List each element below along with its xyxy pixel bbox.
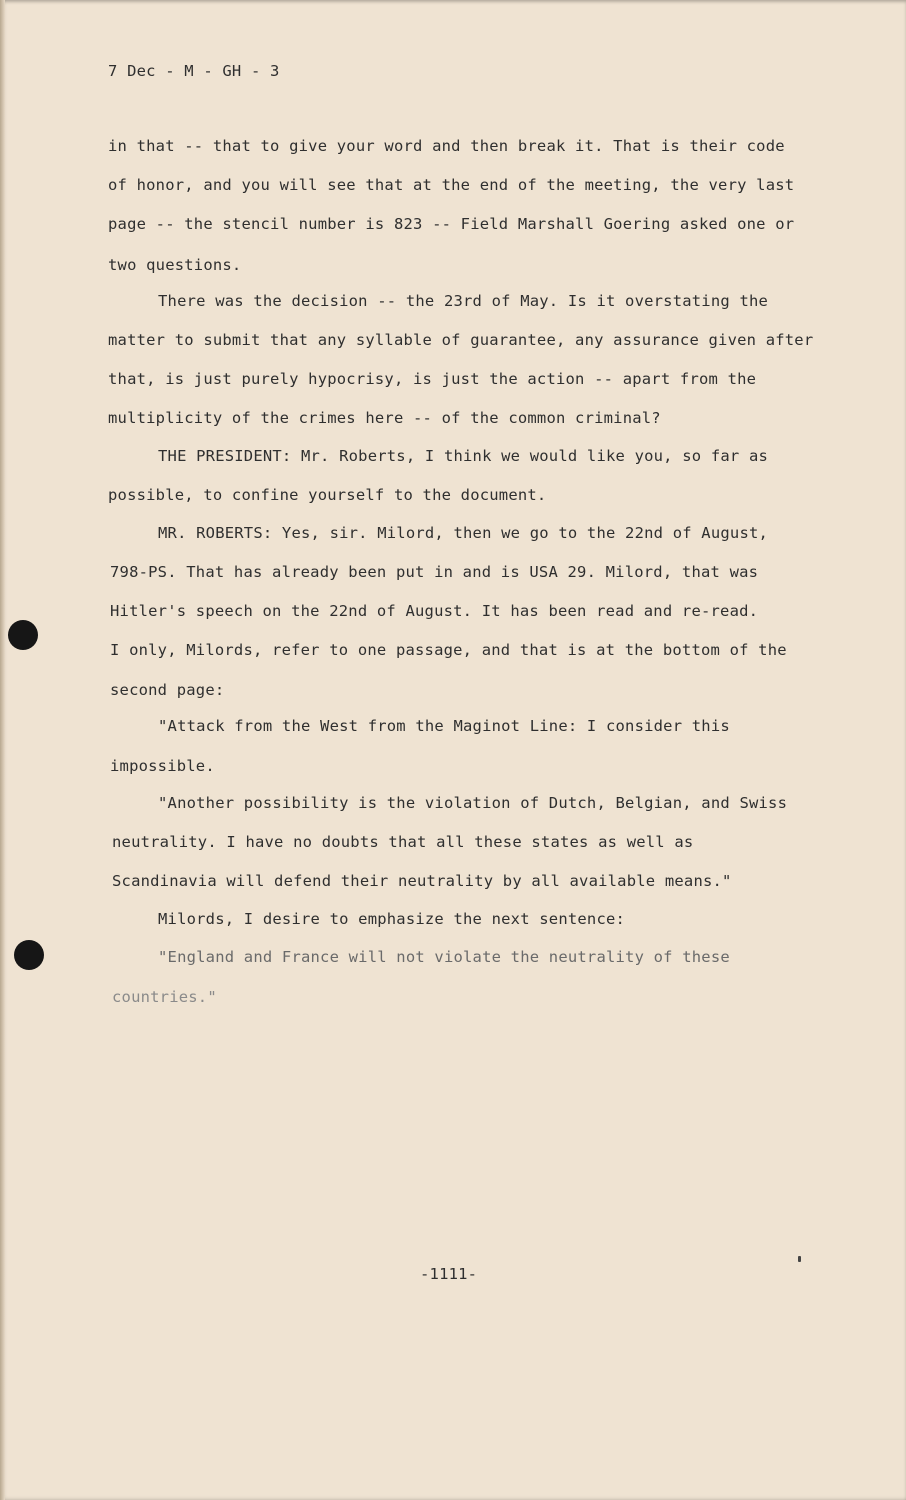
text-line: in that -- that to give your word and then break it. That is their code (108, 137, 785, 155)
text-line: I only, Milords, refer to one passage, and that is at the bottom of the (110, 641, 787, 659)
text-line: neutrality. I have no doubts that all these states as well as (112, 833, 694, 851)
ink-speck (798, 1256, 801, 1262)
text-line: MR. ROBERTS: Yes, sir. Milord, then we go to the 22nd of August, (158, 524, 769, 542)
text-line: possible, to confine yourself to the document. (108, 486, 547, 504)
text-line: countries." (112, 988, 217, 1006)
text-line: second page: (110, 681, 225, 699)
text-line: Scandinavia will defend their neutrality by all available means." (112, 872, 732, 890)
page-number: -1111- (420, 1265, 478, 1283)
text-line: "England and France will not violate the neutrality of these (158, 948, 730, 966)
text-line: multiplicity of the crimes here -- of the common criminal? (108, 409, 661, 427)
text-line: impossible. (110, 757, 215, 775)
text-line: page -- the stencil number is 823 -- Field Marshall Goering asked one or (108, 215, 795, 233)
text-line: that, is just purely hypocrisy, is just the action -- apart from the (108, 370, 757, 388)
text-line: Hitler's speech on the 22nd of August. It has been read and re-read. (110, 602, 759, 620)
text-line: matter to submit that any syllable of guarantee, any assurance given after (108, 331, 814, 349)
text-line: two questions. (108, 256, 242, 274)
text-line: "Attack from the West from the Maginot Line: I consider this (158, 717, 730, 735)
text-line: There was the decision -- the 23rd of May. Is it overstating the (158, 292, 769, 310)
text-line: Milords, I desire to emphasize the next sentence: (158, 910, 626, 928)
page-header: 7 Dec - M - GH - 3 (108, 62, 280, 80)
text-line: of honor, and you will see that at the end of the meeting, the very last (108, 176, 795, 194)
text-line: 798-PS. That has already been put in and is USA 29. Milord, that was (110, 563, 759, 581)
text-line: THE PRESIDENT: Mr. Roberts, I think we would like you, so far as (158, 447, 769, 465)
text-line: "Another possibility is the violation of Dutch, Belgian, and Swiss (158, 794, 788, 812)
